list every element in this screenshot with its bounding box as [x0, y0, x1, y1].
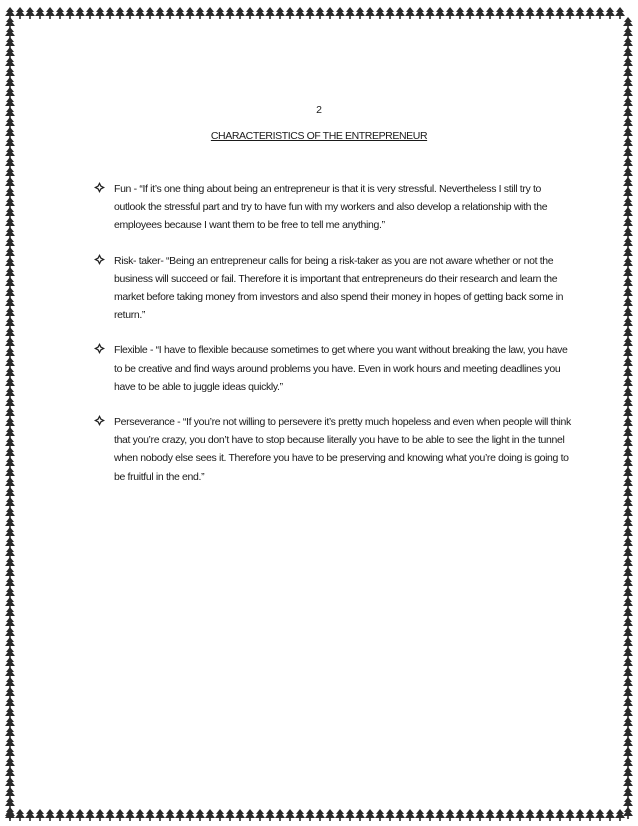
tree-ornament-icon: [335, 809, 345, 821]
list-item: [94, 413, 574, 486]
tree-ornament-icon: [55, 809, 65, 821]
diamond-bullet-icon: [94, 343, 105, 354]
tree-ornament-icon: [325, 7, 335, 19]
tree-ornament-icon: [145, 7, 155, 19]
tree-ornament-icon: [475, 7, 485, 19]
bullet-text-risk-taker: Risk- taker- “Being an entrepreneur calls for being a risk-taker as you are not aware whether or not the business will succeed or fail. Therefore it is important that entrepreneurs do their research and learn the market before taking money from investors and also spend their money in hopes of getting back some in return.”: [114, 254, 564, 322]
tree-ornament-icon: [475, 809, 485, 821]
tree-ornament-icon: [345, 809, 355, 821]
tree-ornament-icon: [575, 7, 585, 19]
tree-ornament-icon: [195, 7, 205, 19]
tree-ornament-icon: [615, 809, 625, 821]
tree-ornament-icon: [55, 7, 65, 19]
list-item: [94, 341, 574, 396]
tree-ornament-icon: [555, 7, 565, 19]
tree-ornament-icon: [65, 7, 75, 19]
tree-ornament-icon: [285, 7, 295, 19]
tree-ornament-icon: [205, 809, 215, 821]
tree-ornament-icon: [315, 7, 325, 19]
tree-ornament-icon: [115, 809, 125, 821]
border-bottom-ornaments: [5, 809, 625, 821]
tree-ornament-icon: [105, 809, 115, 821]
tree-ornament-icon: [465, 7, 475, 19]
tree-ornament-icon: [565, 809, 575, 821]
tree-ornament-icon: [435, 809, 445, 821]
tree-ornament-icon: [585, 809, 595, 821]
tree-ornament-icon: [545, 809, 555, 821]
tree-ornament-icon: [555, 809, 565, 821]
tree-ornament-icon: [305, 809, 315, 821]
tree-ornament-icon: [375, 7, 385, 19]
tree-ornament-icon: [455, 809, 465, 821]
border-top-ornaments: [5, 7, 625, 19]
tree-ornament-icon: [285, 809, 295, 821]
tree-ornament-icon: [295, 7, 305, 19]
tree-ornament-icon: [75, 809, 85, 821]
tree-ornament-icon: [185, 7, 195, 19]
diamond-bullet-icon: [94, 182, 105, 193]
diamond-bullet-icon: [94, 254, 105, 265]
tree-ornament-icon: [525, 7, 535, 19]
tree-ornament-icon: [175, 809, 185, 821]
tree-ornament-icon: [575, 809, 585, 821]
tree-ornament-icon: [195, 809, 205, 821]
tree-ornament-icon: [25, 809, 35, 821]
characteristics-list: [94, 180, 574, 503]
tree-ornament-icon: [305, 7, 315, 19]
tree-ornament-icon: [35, 809, 45, 821]
tree-ornament-icon: [225, 7, 235, 19]
tree-ornament-icon: [545, 7, 555, 19]
tree-ornament-icon: [395, 7, 405, 19]
tree-ornament-icon: [235, 809, 245, 821]
tree-ornament-icon: [535, 7, 545, 19]
tree-ornament-icon: [405, 7, 415, 19]
tree-ornament-icon: [15, 809, 25, 821]
tree-ornament-icon: [425, 7, 435, 19]
tree-ornament-icon: [585, 7, 595, 19]
tree-ornament-icon: [65, 809, 75, 821]
tree-ornament-icon: [165, 7, 175, 19]
tree-ornament-icon: [365, 7, 375, 19]
tree-ornament-icon: [435, 7, 445, 19]
tree-ornament-icon: [345, 7, 355, 19]
tree-ornament-icon: [455, 7, 465, 19]
tree-ornament-icon: [135, 809, 145, 821]
tree-ornament-icon: [205, 7, 215, 19]
tree-ornament-icon: [235, 7, 245, 19]
tree-ornament-icon: [485, 809, 495, 821]
tree-ornament-icon: [35, 7, 45, 19]
tree-ornament-icon: [265, 7, 275, 19]
diamond-bullet-icon: [94, 415, 105, 426]
tree-ornament-icon: [385, 809, 395, 821]
tree-ornament-icon: [515, 809, 525, 821]
tree-ornament-icon: [45, 809, 55, 821]
tree-ornament-icon: [485, 7, 495, 19]
tree-ornament-icon: [95, 7, 105, 19]
tree-ornament-icon: [355, 809, 365, 821]
tree-ornament-icon: [45, 7, 55, 19]
tree-ornament-icon: [615, 7, 625, 19]
tree-ornament-icon: [175, 7, 185, 19]
tree-ornament-icon: [605, 809, 615, 821]
tree-ornament-icon: [565, 7, 575, 19]
tree-ornament-icon: [105, 7, 115, 19]
tree-ornament-icon: [535, 809, 545, 821]
tree-ornament-icon: [355, 7, 365, 19]
tree-ornament-icon: [495, 7, 505, 19]
tree-ornament-icon: [515, 7, 525, 19]
tree-ornament-icon: [385, 7, 395, 19]
tree-ornament-icon: [115, 7, 125, 19]
tree-ornament-icon: [215, 809, 225, 821]
tree-ornament-icon: [265, 809, 275, 821]
tree-ornament-icon: [365, 809, 375, 821]
tree-ornament-icon: [275, 7, 285, 19]
tree-ornament-icon: [95, 809, 105, 821]
tree-ornament-icon: [325, 809, 335, 821]
bullet-text-perseverance: Perseverance - “If you’re not willing to persevere it’s pretty much hopeless and even when people will think that you’re crazy, you don’t have to stop because literally you have to be able to see the light in the tunnel when nobody else sees it. Therefore you have to be preserving and knowing what you’re doing is going to be fruitful in the end.”: [114, 416, 571, 483]
tree-ornament-icon: [185, 809, 195, 821]
tree-ornament-icon: [85, 7, 95, 19]
tree-ornament-icon: [255, 7, 265, 19]
tree-ornament-icon: [15, 7, 25, 19]
tree-ornament-icon: [425, 809, 435, 821]
tree-ornament-icon: [445, 7, 455, 19]
tree-ornament-icon: [255, 809, 265, 821]
tree-ornament-icon: [405, 809, 415, 821]
tree-ornament-icon: [315, 809, 325, 821]
tree-ornament-icon: [415, 809, 425, 821]
page-title: CHARACTERISTICS OF THE ENTREPRENEUR: [210, 130, 428, 142]
tree-ornament-icon: [525, 809, 535, 821]
tree-ornament-icon: [505, 7, 515, 19]
tree-ornament-icon: [415, 7, 425, 19]
tree-ornament-icon: [155, 7, 165, 19]
tree-ornament-icon: [595, 7, 605, 19]
tree-ornament-icon: [375, 809, 385, 821]
tree-ornament-icon: [445, 809, 455, 821]
tree-ornament-icon: [505, 809, 515, 821]
page-number: 2: [316, 104, 322, 116]
bullet-text-fun: Fun - “If it’s one thing about being an entrepreneur is that it is very stressful. Nevertheless I still try to outlook the stressful part and try to have fun with my workers and also develop a relationship with the employees because I want them to be free to tell me anything.”: [114, 183, 548, 232]
tree-ornament-icon: [165, 809, 175, 821]
tree-ornament-icon: [135, 7, 145, 19]
tree-ornament-icon: [335, 7, 345, 19]
list-item: [94, 180, 574, 235]
tree-ornament-icon: [215, 7, 225, 19]
tree-ornament-icon: [295, 809, 305, 821]
tree-ornament-icon: [225, 809, 235, 821]
tree-ornament-icon: [125, 809, 135, 821]
tree-ornament-icon: [623, 807, 633, 819]
bullet-text-flexible: Flexible - “I have to flexible because sometimes to get where you want without breaking the law, you have to be creative and find ways around problems you have. Even in work hours and meeting deadlines you have to be able to juggle ideas quickly.”: [114, 344, 568, 393]
tree-ornament-icon: [155, 809, 165, 821]
tree-ornament-icon: [85, 809, 95, 821]
tree-ornament-icon: [595, 809, 605, 821]
tree-ornament-icon: [275, 809, 285, 821]
tree-ornament-icon: [495, 809, 505, 821]
tree-ornament-icon: [245, 7, 255, 19]
tree-ornament-icon: [25, 7, 35, 19]
tree-ornament-icon: [145, 809, 155, 821]
tree-ornament-icon: [75, 7, 85, 19]
tree-ornament-icon: [605, 7, 615, 19]
tree-ornament-icon: [245, 809, 255, 821]
tree-ornament-icon: [125, 7, 135, 19]
tree-ornament-icon: [395, 809, 405, 821]
list-item: [94, 252, 574, 325]
tree-ornament-icon: [465, 809, 475, 821]
